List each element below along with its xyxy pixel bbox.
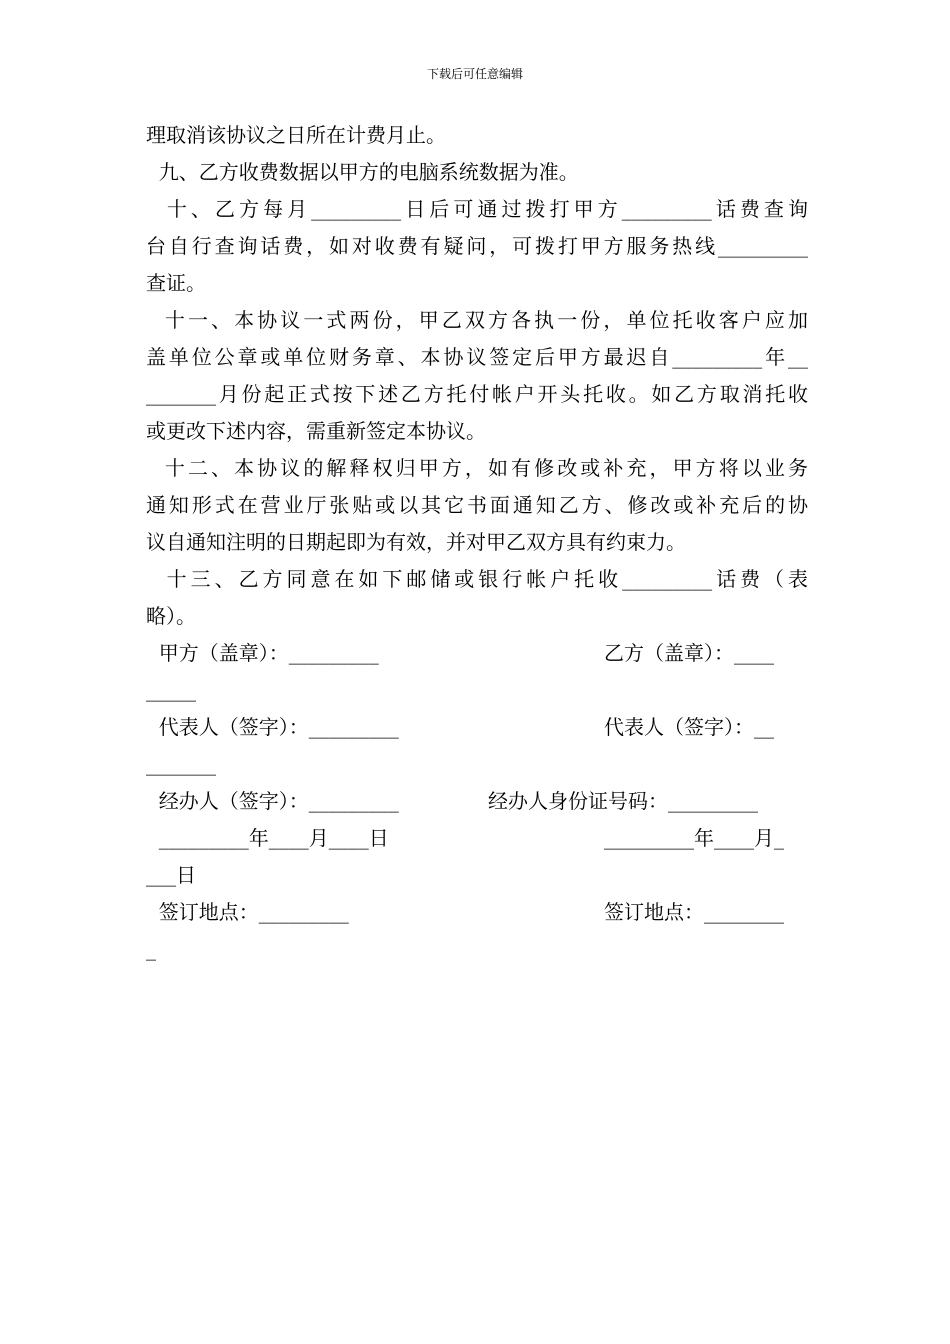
date-b-cont: ___日 xyxy=(146,863,196,887)
clause-11: 十一、本协议一式两份，甲乙双方各执一份，单位托收客户应加 xyxy=(146,308,808,332)
signing-place-b-cont: _ xyxy=(146,937,156,961)
clause-13: 十三、乙方同意在如下邮储或银行帐户托收_________话费（表 xyxy=(146,567,808,591)
body-line: 理取消该协议之日所在计费月止。 xyxy=(146,123,446,147)
clause-12: 十二、本协议的解释权归甲方，如有修改或补充，甲方将以业务 xyxy=(146,456,808,480)
clause-9: 九、乙方收费数据以甲方的电脑系统数据为准。 xyxy=(146,160,579,184)
rep-b-signature: 代表人（签字）：__ xyxy=(604,715,774,739)
body-line: 或更改下述内容，需重新签定本协议。 xyxy=(146,419,486,443)
signing-place-b: 签订地点：________ xyxy=(604,900,784,924)
date-b: _________年____月_ xyxy=(604,826,784,850)
body-line: 台自行查询话费，如对收费有疑问，可拨打甲方服务热线_________ xyxy=(146,234,808,258)
party-a-seal: 甲方（盖章）：_________ xyxy=(146,641,379,665)
clause-10: 十、乙方每月_________日后可通过拨打甲方_________话费查询 xyxy=(146,197,808,221)
party-b-seal: 乙方（盖章）：____ xyxy=(604,641,774,665)
page-header: 下载后可任意编辑 xyxy=(426,67,523,81)
rep-a-signature: 代表人（签字）：_________ xyxy=(146,715,399,739)
rep-b-signature-cont: _______ xyxy=(146,752,216,776)
body-line: 盖单位公章或单位财务章、本协议签定后甲方最迟自_________年__ xyxy=(146,345,808,369)
body-line: 查证。 xyxy=(146,271,206,295)
body-line: 通知形式在营业厅张贴或以其它书面通知乙方、修改或补充后的协 xyxy=(146,493,808,517)
date-a: _________年____月____日 xyxy=(146,826,389,850)
handler-id-number: 经办人身份证号码：_________ xyxy=(488,789,758,813)
body-line: 议自通知注明的日期起即为有效，并对甲乙双方具有约束力。 xyxy=(146,530,686,554)
signing-place-a: 签订地点：_________ xyxy=(146,900,349,924)
party-b-seal-cont: _____ xyxy=(146,678,196,702)
body-line: _______月份起正式按下述乙方托付帐户开头托收。如乙方取消托收 xyxy=(146,382,808,406)
handler-signature: 经办人（签字）：_________ xyxy=(146,789,399,813)
body-line: 略）。 xyxy=(146,604,196,628)
